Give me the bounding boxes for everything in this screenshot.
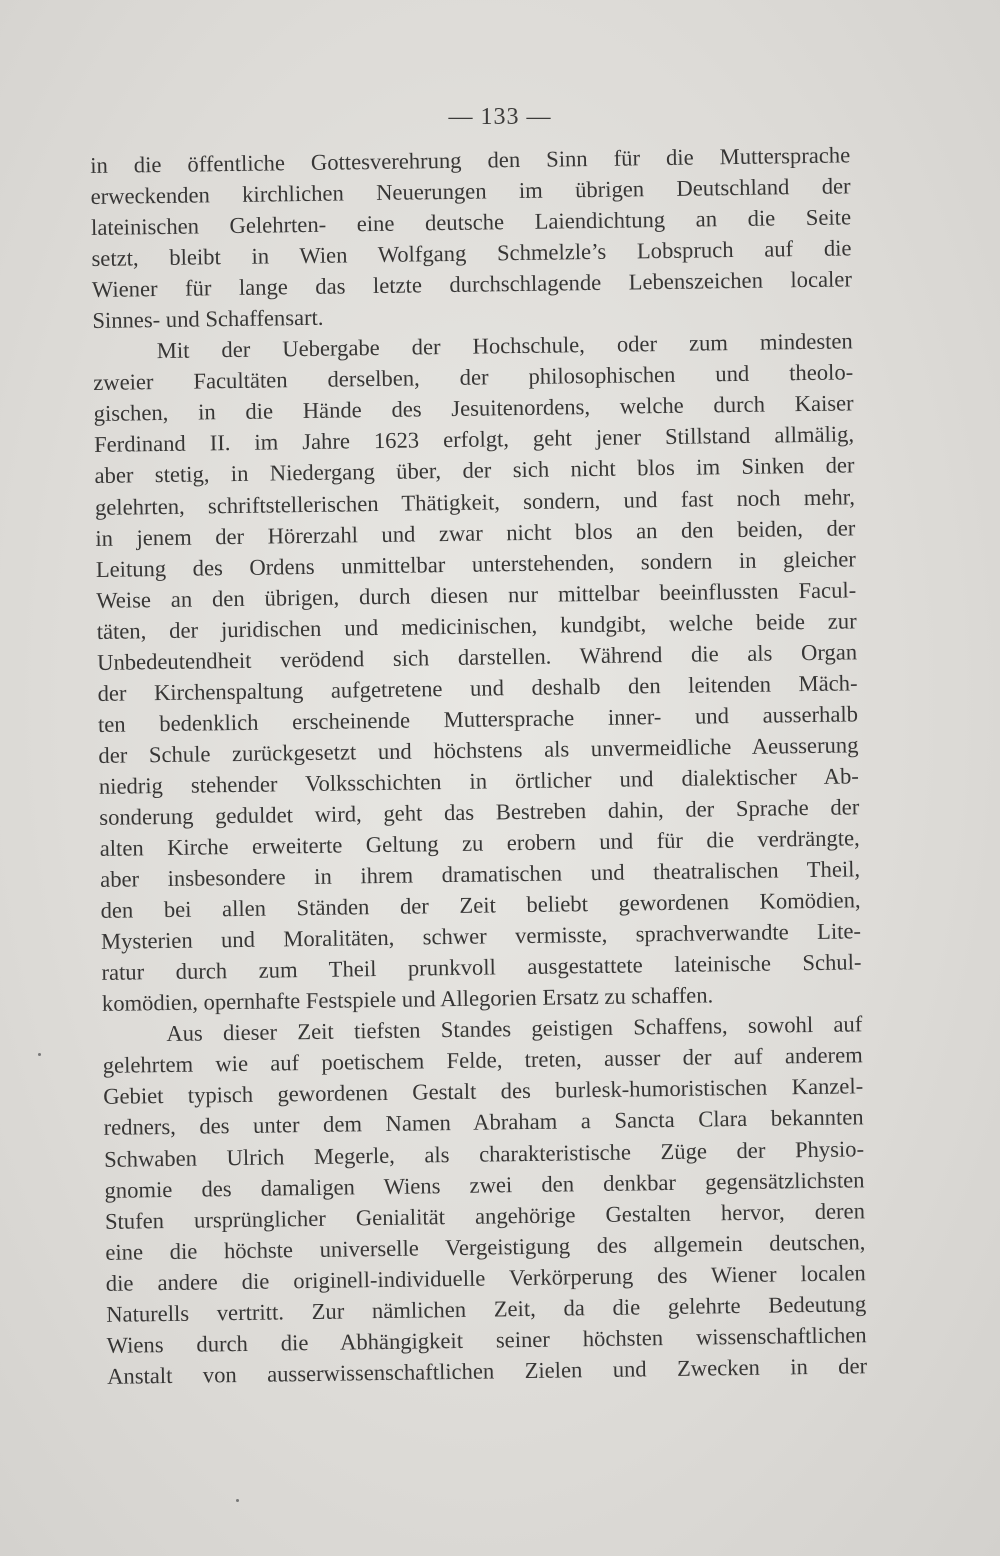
text-line: Sinnes- und Schaffensart. [92,304,324,334]
text-line: eine die höchste universelle Vergeistigung des allgemein deutschen, [105,1228,866,1265]
text-line: gelehrtem wie auf poetischem Felde, treten, ausser der auf anderem [102,1042,863,1079]
text-line: in jenem der Hörerzahl und zwar nicht blos an den beiden, der [95,514,856,551]
text-line: die andere die originell-individuelle Verkörperung des Wiener localen [105,1259,866,1296]
text-line: Mit der Uebergabe der Hochschule, oder zum mindesten [156,328,853,364]
text-line: Leitung des Ordens unmittelbar unterstehenden, sondern in gleicher [95,545,856,582]
text-line: lateinischen Gelehrten- eine deutsche Laiendichtung an die Seite [90,204,852,241]
text-line: Aus dieser Zeit tiefsten Standes geistigen Schaffens, sowohl auf [166,1011,863,1047]
text-line: gelehrten, schriftstellerischen Thätigkeit, sondern, und fast noch mehr, [94,483,856,520]
text-line: Wiens durch die Abhängigkeit seiner höchsten wissenschaftlichen [106,1322,867,1358]
text-line: ratur durch zum Theil prunkvoll ausgestattete lateinische Schul- [101,949,862,986]
text-line: Naturells vertritt. Zur nämlichen Zeit, da die gelehrte Bedeutung [106,1291,867,1327]
text-line: Mysterien und Moralitäten, schwer vermisste, sprachverwandte Lite- [100,918,862,955]
paper-speck [38,1053,41,1056]
text-line: Ferdinand II. im Jahre 1623 erfolgt, geht jener Stillstand allmälig, [93,421,855,458]
text-line: gischen, in die Hände des Jesuitenordens, welche durch Kaiser [93,390,854,427]
text-line: täten, der juridischen und medicinischen, kundgibt, welche beide zur [96,608,857,644]
text-line: gnomie des damaligen Wiens zwei den denkbar gegensätzlichsten [104,1166,865,1203]
text-line: Gebiet typisch gewordenen Gestalt des burlesk-humoristischen Kanzel- [103,1073,864,1110]
text-line: ten bedenklich erscheinende Muttersprache inner- und ausserhalb [97,701,859,737]
text-line: redners, des unter dem Namen Abraham a Sancta Clara bekannten [103,1104,864,1141]
text-line: erweckenden kirchlichen Neuerungen im übrigen Deutschland der [90,173,851,210]
text-line: Weise an den übrigen, durch diesen nur mittelbar beeinflussten Facul- [96,577,857,613]
text-line: setzt, bleibt in Wien Wolfgang Schmelzle’s Lobspruch auf die [91,235,852,272]
text-line: niedrig stehender Volksschichten in örtlicher und dialektischer Ab- [98,763,859,799]
text-line: Unbedeutendheit verödend sich darstellen. Während die als Organ [96,639,858,675]
text-line: in die öffentliche Gottesverehrung den Sinn für die Muttersprache [90,142,851,178]
text-line: komödien, opernhafte Festspiele und Allegorien Ersatz zu schaffen. [101,982,714,1017]
text-line: zweier Facultäten derselben, der philosophischen und theolo- [93,359,854,396]
text-line: der Kirchenspaltung aufgetretene und deshalb den leitenden Mäch- [97,670,858,706]
text-line: aber stetig, in Niedergang über, der sich nicht blos im Sinken der [94,452,855,489]
page-number: — 133 — [448,104,552,130]
text-line: alten Kirche erweiterte Geltung zu erobern und für die verdrängte, [99,825,860,861]
text-line: Wiener für lange das letzte durchschlagende Lebenszeichen localer [91,266,853,303]
text-line: aber insbesondere in ihrem dramatischen und theatralischen Theil, [100,856,861,893]
text-line: der Schule zurückgesetzt und höchstens als unvermeidliche Aeusserung [98,732,859,768]
text-line: Anstalt von ausserwissenschaftlichen Zielen und Zwecken in der [106,1353,868,1389]
text-line: sonderung geduldet wird, geht das Bestreben dahin, der Sprache der [99,794,860,830]
paper-speck [236,1499,239,1502]
body-text [90,139,867,1391]
text-line: Stufen ursprünglicher Genialität angehörige Gestalten hervor, deren [104,1197,866,1234]
text-line: den bei allen Ständen der Zeit beliebt gewordenen Komödien, [100,887,861,924]
text-line: Schwaben Ulrich Megerle, als charakteristische Züge der Physio- [103,1135,865,1172]
